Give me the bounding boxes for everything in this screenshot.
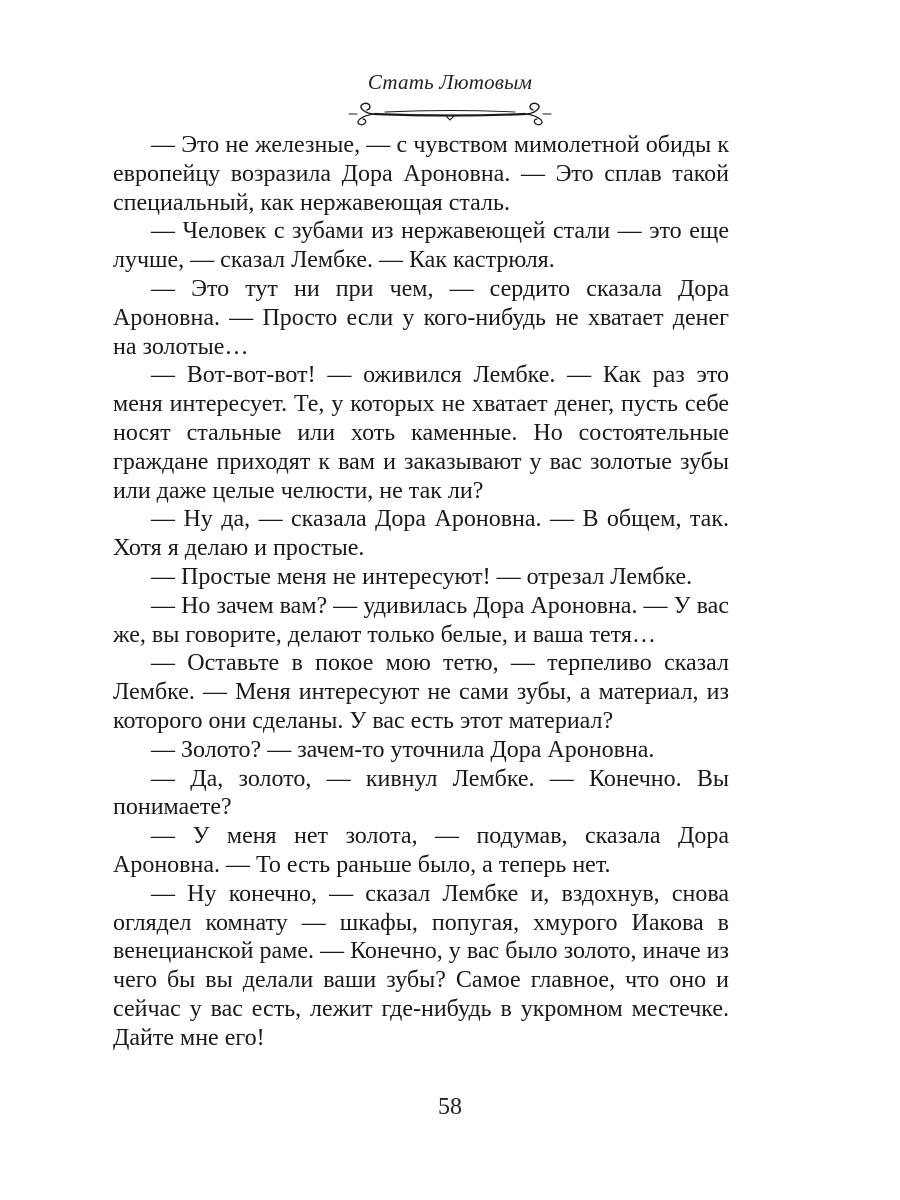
paragraph: — Простые меня не интересуют! — отрезал Лембке.: [151, 563, 693, 590]
paragraph: — Да, золото, — кивнул Лембке. — Конечно. Вы понимаете?: [113, 765, 729, 821]
page-number: 58: [438, 1094, 462, 1120]
paragraph: — Но зачем вам? — удивилась Дора Ароновна. — У вас же, вы говорите, делают только белые, и ваша тетя…: [113, 592, 729, 648]
paragraph: — Ну конечно, — сказал Лембке и, вздохнув, снова оглядел комнату — шкафы, попугая, хмурого Иакова в венецианской раме. — Конечно, у вас было золото, иначе из чего бы вы делали ваши зубы? Самое главное, что оно и сейчас у вас есть, лежит где-нибудь в укромном местечке. Дайте мне его!: [113, 880, 729, 1051]
paragraph: — У меня нет золота, — подумав, сказала Дора Ароновна. — То есть раньше было, а теперь нет.: [113, 823, 729, 878]
paragraph: — Человек с зубами из нержавеющей стали — это еще лучше, — сказал Лембке. — Как кастрюля.: [113, 218, 729, 274]
paragraph: — Золото? — зачем-то уточнила Дора Ароновна.: [151, 736, 655, 763]
paragraph: — Это не железные, — с чувством мимолетной обиды к европейцу возразила Дора Ароновна. — Это сплав такой специальный, как нержавеющая сталь.: [113, 132, 729, 216]
paragraph: — Это тут ни при чем, — сердито сказала Дора Ароновна. — Просто если у кого-нибудь не хватает денег на золотые…: [113, 275, 729, 360]
paragraph: — Ну да, — сказала Дора Ароновна. — В общем, так. Хотя я делаю и простые.: [113, 506, 729, 562]
paragraph: — Оставьте в покое мою тетю, — терпеливо сказал Лембке. — Меня интересуют не сами зубы, а материал, из которого они сделаны. У вас есть этот материал?: [113, 650, 729, 734]
text-block: [113, 131, 729, 1053]
running-head: [0, 70, 900, 127]
flourish-divider-icon: [345, 101, 555, 127]
running-title: Стать Лютовым: [367, 70, 533, 94]
paragraph: — Вот-вот-вот! — оживился Лембке. — Как раз это меня интересует. Те, у которых не хватает денег, пусть себе носят стальные или хоть каменные. Но состоятельные граждане приходят к вам и заказывают у вас золотые зубы или даже целые челюсти, не так ли?: [113, 362, 729, 504]
